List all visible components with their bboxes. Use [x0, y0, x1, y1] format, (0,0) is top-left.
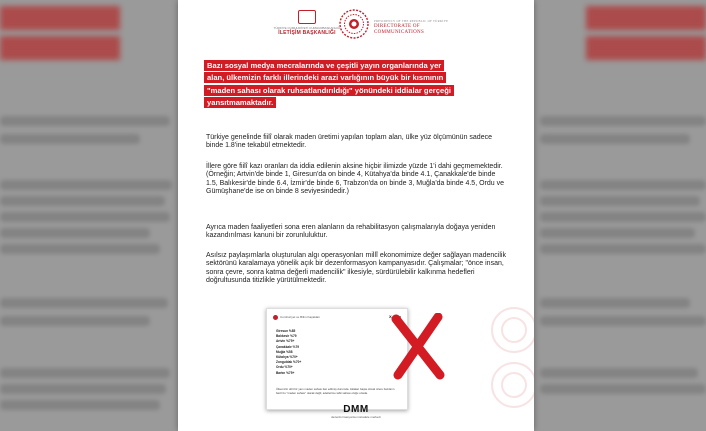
bg-decoration — [0, 180, 172, 190]
wordmark-line2: DIRECTORATE OF — [374, 24, 420, 29]
post-note: Ülkemizin dört bir yanı maden sahası ilan edilmiş durumda. Aktaları başta olmak üzere bazıların bazıl bu "maden sahası" olarak değil, adetlerime tabii sahası oluğu ortada. — [276, 387, 395, 395]
claim-line: alan, ülkemizin farklı illerindeki arazi varlığının büyük bir kısmının — [204, 72, 446, 83]
emblem-icon — [298, 10, 316, 24]
list-item: Zonguldak %70+ — [276, 360, 302, 365]
wordmark-line3: COMMUNICATIONS — [374, 30, 425, 35]
post-province-list — [276, 329, 301, 376]
bg-decoration — [540, 298, 690, 308]
communications-logo — [272, 10, 342, 37]
bg-decoration — [0, 400, 160, 410]
list-item: Balıkesir %79 — [276, 334, 297, 339]
document-card — [178, 0, 534, 431]
claim-line: "maden sahası olarak ruhsatlandırıldığı" yönündeki iddialar gerçeği — [204, 85, 454, 96]
paragraph-disinformation: Asılsız paylaşımlarla oluşturulan algı operasyonları millî ekonomimize değer sağlayan madencilik sektörünü karalamaya yönelik açık bir dezenformasyon kampanyasıdır. Çalışmalar; "önce insan, sonra çevre, sonra katma değerli madencilik" ilkesiyle, sürdürülebilir kalkınma hedefleri doğrultusunda titizlikle yürütülmektedir. — [206, 252, 506, 285]
bg-decoration — [0, 228, 150, 238]
claim-banner — [204, 60, 510, 110]
bg-decoration — [0, 316, 150, 326]
list-item: Bartın %75+ — [276, 370, 295, 375]
claim-line: Bazı sosyal medya mecralarında ve çeşitli yayın organlarında yer — [204, 60, 444, 71]
bg-decoration — [0, 134, 140, 144]
bg-decoration — [0, 384, 166, 394]
bg-decoration — [0, 196, 165, 206]
bg-decoration — [0, 116, 170, 126]
post-platform: X.com — [388, 314, 401, 319]
bg-decoration — [540, 384, 706, 394]
footer — [178, 404, 534, 419]
bg-decoration — [540, 228, 695, 238]
bg-decoration — [0, 6, 120, 30]
bg-decoration — [540, 134, 690, 144]
list-item: Muğla %58 — [276, 349, 293, 354]
bg-decoration — [0, 36, 120, 60]
paragraph-province-rates: İllere göre fiilî kazı oranları da iddia edilenin aksine hiçbir ilimizde yüzde 1'i dahi geçmemektedir. (Örneğin; Artvin'de binde 1, Giresun'da on binde 4, Kütahya'da binde 4.1, Çanakkale'de binde 1.5, Balıkesir'de binde 6.4, İzmir'de binde 6, Trabzon'da on binde 3, Muğla'da binde 4.5, Ordu ve Gümüşhane'de ise on binde 8 seviyesindedir.) — [206, 163, 504, 196]
bg-decoration — [0, 368, 170, 378]
claim-line: yansıtmamaktadır. — [204, 97, 276, 108]
bg-decoration — [0, 298, 168, 308]
bg-decoration — [586, 36, 706, 60]
logo-title: İLETİŞİM BAŞKANLIĞI — [278, 30, 336, 36]
bg-decoration — [540, 116, 706, 126]
paragraph-total-area: Türkiye genelinde fiilî olarak maden üretimi yapılan toplam alan, ülke yüz ölçümünün sadece binde 1.8'ine tekabül etmektedir. — [206, 134, 492, 150]
pattern-decoration-icon — [464, 300, 534, 420]
dmm-logo: DMM — [343, 404, 369, 415]
bg-decoration — [540, 212, 706, 222]
bg-decoration — [540, 180, 706, 190]
post-account: Cumhuriyet ve Bilim Kaçakları — [280, 315, 321, 319]
list-item: Ordu %70+ — [276, 365, 293, 370]
paragraph-rehabilitation: Ayrıca maden faaliyetleri sona eren alanların da rehabilitasyon çalışmalarıyla doğaya yeniden kazandırılması kanuni bir zorunluluktur. — [206, 224, 496, 240]
dmm-tagline: dezenformasyonla mücadele merkezi — [331, 415, 381, 419]
bg-decoration — [540, 316, 706, 326]
presidential-seal-icon — [338, 8, 370, 40]
logo-subtitle: TÜRKİYE CUMHURİYETİ CUMHURBAŞKANLIĞI — [273, 26, 341, 30]
list-item: Kütahya %70+ — [276, 355, 298, 360]
avatar — [273, 315, 278, 320]
fake-post-screenshot — [266, 308, 408, 410]
list-item: Çanakkale %79 — [276, 344, 300, 349]
bg-decoration — [540, 196, 700, 206]
bg-decoration — [586, 6, 706, 30]
directorate-wordmark — [374, 18, 448, 36]
bg-decoration — [540, 368, 698, 378]
bg-decoration — [0, 244, 160, 254]
bg-decoration — [0, 212, 170, 222]
false-claim-x-icon — [388, 313, 448, 381]
header — [178, 8, 534, 42]
bg-decoration — [540, 244, 706, 254]
list-item: Artvin %75+ — [276, 339, 295, 344]
list-item: Giresun %85 — [276, 329, 296, 333]
wordmark-line1: PRESIDENCY OF THE REPUBLIC OF TÜRKİYE — [374, 19, 449, 23]
